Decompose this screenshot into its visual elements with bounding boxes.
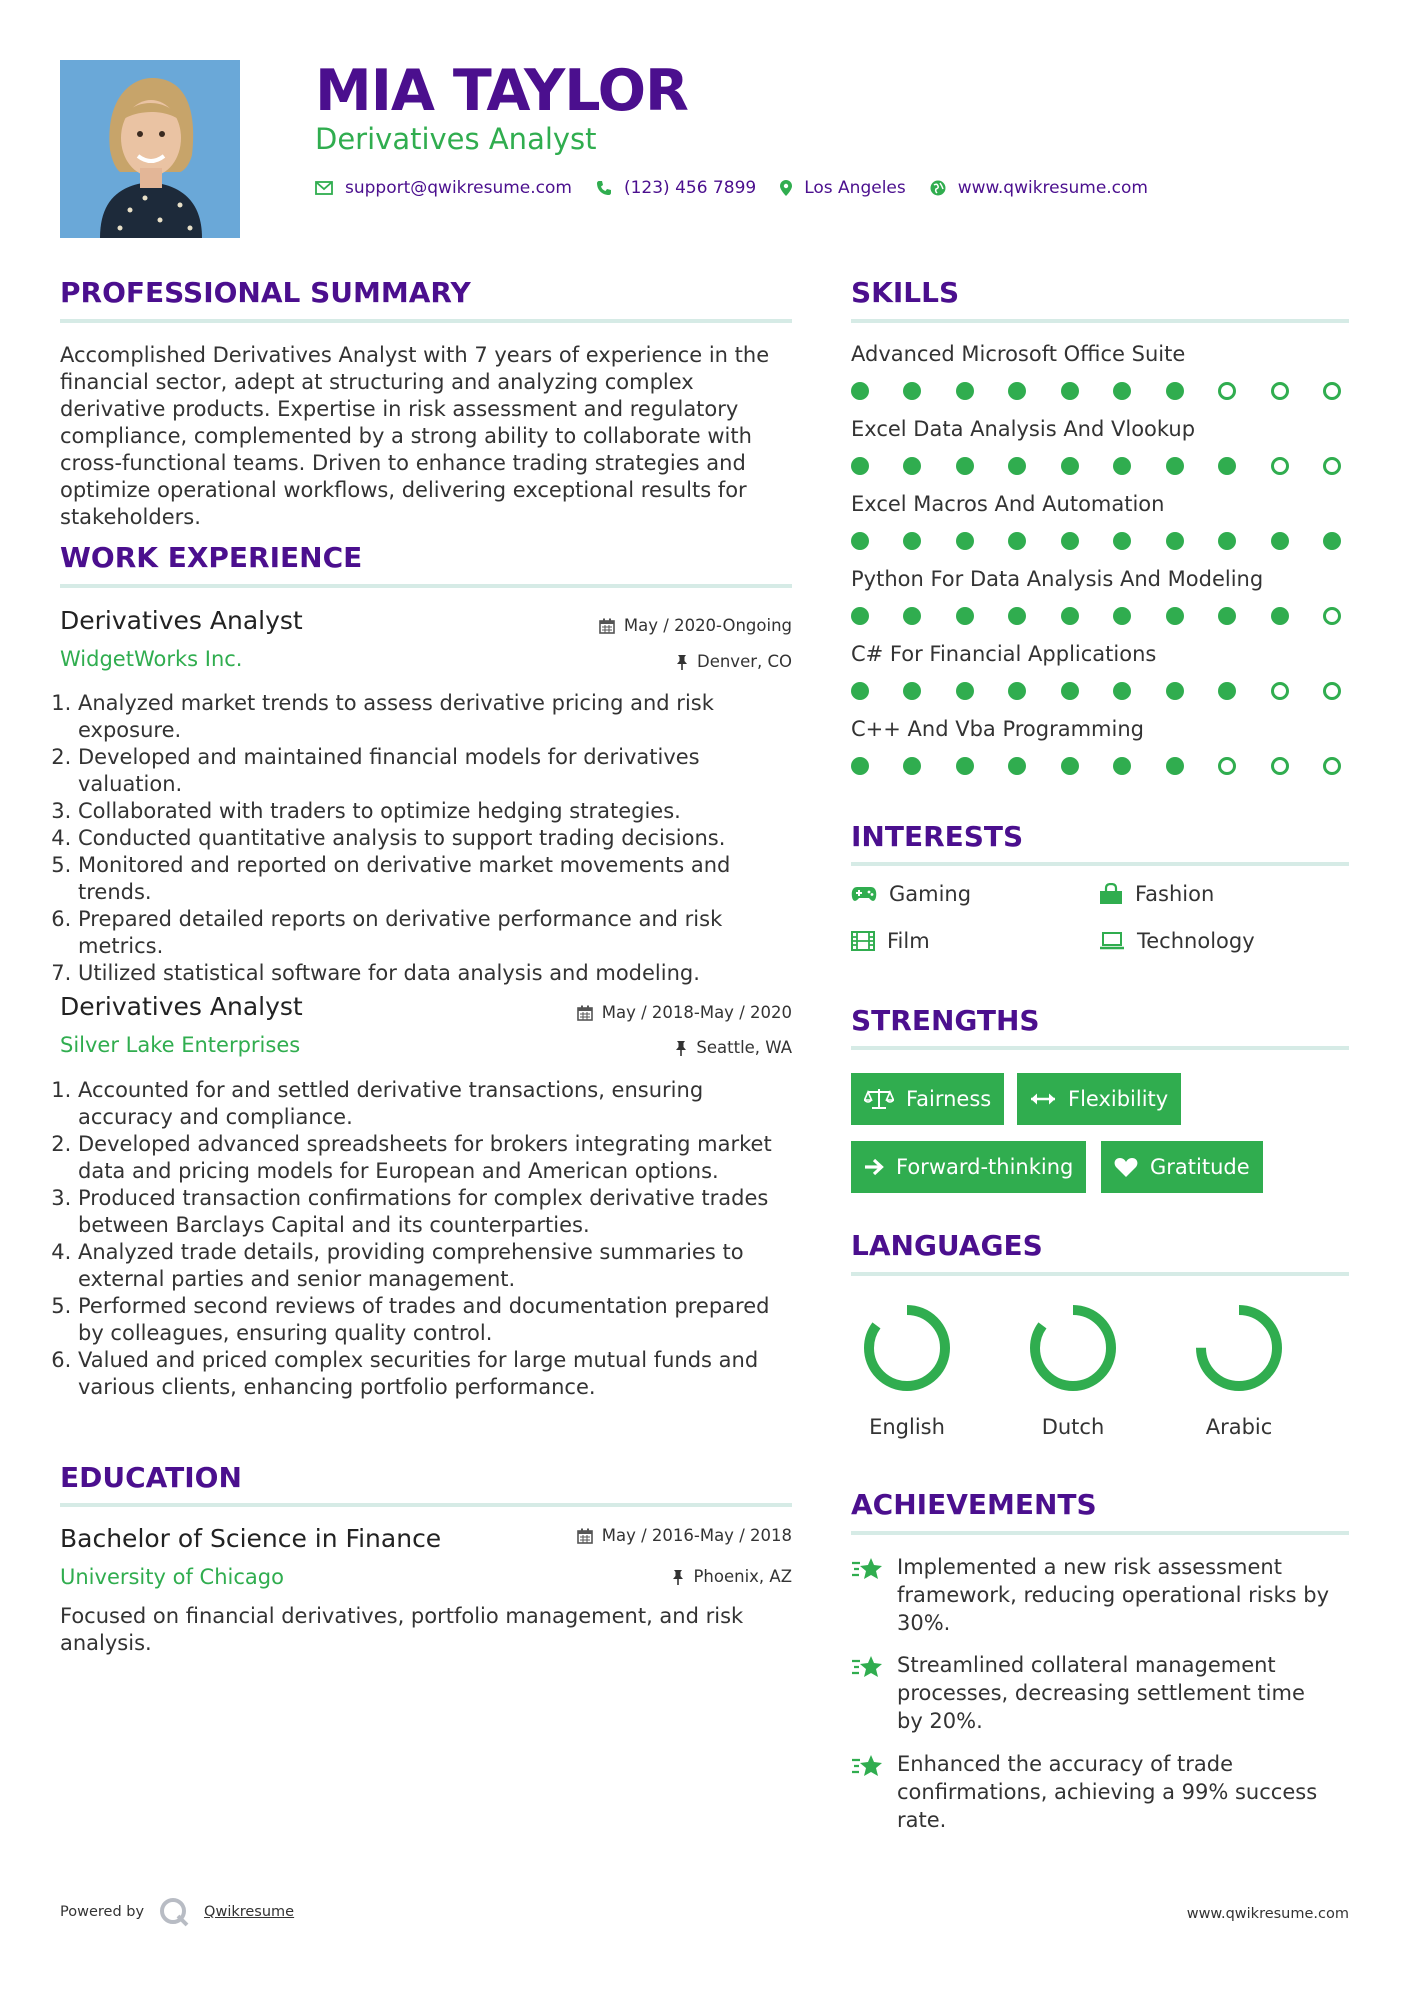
interests-divider: [851, 862, 1349, 866]
skill-dot-filled: [851, 607, 869, 625]
globe-icon: [930, 180, 946, 196]
skill-dot-filled: [1166, 382, 1184, 400]
experience-heading: WORK EXPERIENCE: [60, 541, 363, 574]
powered-by-text: Powered by: [60, 1904, 145, 1920]
contact-location: [780, 178, 906, 198]
skill-rating: [851, 382, 1341, 400]
interest-item-film: [851, 929, 930, 953]
job-location: [675, 1038, 792, 1057]
language-label: Dutch: [1041, 1415, 1105, 1439]
calendar-icon: [599, 618, 615, 634]
skill-dot-filled: [1113, 757, 1131, 775]
skill-dot-empty: [1323, 757, 1341, 775]
achievement-text: Implemented a new risk assessment framework, reducing operational risks by 30%.: [897, 1555, 1330, 1635]
skill-dot-filled: [1061, 532, 1079, 550]
job-dates-text: May / 2018-May / 2020: [601, 1003, 792, 1022]
language-ring: [1025, 1300, 1121, 1396]
language-label: English: [869, 1415, 945, 1439]
footer-website[interactable]: www.qwikresume.com: [1186, 1906, 1349, 1922]
school-name: University of Chicago: [60, 1565, 284, 1589]
skills-heading: SKILLS: [851, 276, 960, 309]
strength-label: Fairness: [906, 1087, 992, 1111]
balance-scale-icon: [864, 1088, 894, 1110]
contact-phone[interactable]: [596, 178, 756, 198]
skill-dot-empty: [1271, 382, 1289, 400]
list-item: 2. Developed and maintained financial models for derivatives valuation.: [78, 744, 795, 798]
achievement-text: Streamlined collateral management processes, decreasing settlement time by 20%.: [897, 1653, 1305, 1733]
skill-dot-filled: [1008, 457, 1026, 475]
calendar-icon: [577, 1528, 593, 1544]
job-company: WidgetWorks Inc.: [60, 647, 243, 671]
skill-dot-filled: [1061, 757, 1079, 775]
skill-dot-filled: [903, 682, 921, 700]
list-item: 4. Analyzed trade details, providing comprehensive summaries to external parties and senior management.: [78, 1239, 795, 1293]
skill-dot-filled: [1008, 607, 1026, 625]
list-item: 6. Valued and priced complex securities for large mutual funds and various clients, enhancing portfolio performance.: [78, 1347, 795, 1401]
list-item: 1. Analyzed market trends to assess derivative pricing and risk exposure.: [78, 690, 795, 744]
skill-dot-filled: [956, 457, 974, 475]
skill-name: Advanced Microsoft Office Suite: [851, 342, 1186, 366]
skill-dot-filled: [851, 757, 869, 775]
job-location-text: Denver, CO: [696, 652, 792, 671]
skill-dot-filled: [1218, 457, 1236, 475]
interest-item-fashion: [1099, 882, 1214, 906]
shooting-star-icon: [851, 1653, 885, 1681]
list-item: 4. Conducted quantitative analysis to support trading decisions.: [78, 825, 795, 852]
skill-dot-empty: [1323, 607, 1341, 625]
list-item: 3. Collaborated with traders to optimize hedging strategies.: [78, 798, 795, 825]
list-item: 7. Utilized statistical software for data analysis and modeling.: [78, 960, 795, 987]
language-ring: [859, 1300, 955, 1396]
interest-item-gaming: [851, 882, 971, 906]
skill-dot-filled: [956, 607, 974, 625]
avatar-image: [60, 60, 240, 238]
skill-dot-filled: [1218, 532, 1236, 550]
job-bullets: [60, 690, 795, 987]
strength-label: Forward-thinking: [896, 1155, 1074, 1179]
list-item: 2. Developed advanced spreadsheets for brokers integrating market data and pricing models for European and American options.: [78, 1131, 795, 1185]
education-description: Focused on financial derivatives, portfolio management, and risk analysis.: [60, 1604, 744, 1655]
contact-bar: [315, 178, 1172, 198]
list-item: 5. Performed second reviews of trades and documentation prepared by colleagues, ensuring quality control.: [78, 1293, 795, 1347]
skill-rating: [851, 457, 1341, 475]
job-dates: [577, 1003, 792, 1022]
summary-divider: [60, 319, 792, 323]
job-title: Derivatives Analyst: [60, 992, 303, 1021]
list-item: 6. Prepared detailed reports on derivative performance and risk metrics.: [78, 906, 795, 960]
pushpin-icon: [675, 1040, 687, 1056]
email-text: support@qwikresume.com: [345, 178, 572, 198]
arrows-horizontal-icon: [1030, 1092, 1056, 1106]
strength-badge-flexibility: [1017, 1073, 1181, 1125]
laptop-icon: [1099, 932, 1125, 950]
qwikresume-logo-icon: [158, 1896, 192, 1928]
skill-name: C# For Financial Applications: [851, 642, 1157, 666]
pushpin-icon: [672, 1569, 684, 1585]
summary-text: Accomplished Derivatives Analyst with 7 years of experience in the financial sector, adept at structuring and analyzing complex derivative products. Expertise in risk assessment and regulatory compliance, complemented by a strong ability to collaborate with cross-functional teams. Driven to enhance trading strategies and optimize operational workflows, delivering exceptional results for stakeholders.: [60, 343, 770, 529]
skill-dot-filled: [1166, 457, 1184, 475]
skill-dot-filled: [1166, 757, 1184, 775]
envelope-icon: [315, 181, 333, 195]
achievement-item: [851, 1553, 1331, 1637]
interests-heading: INTERESTS: [851, 820, 1024, 853]
candidate-name: MIA TAYLOR: [315, 58, 688, 124]
interest-item-technology: [1099, 929, 1255, 953]
skill-rating: [851, 757, 1341, 775]
achievement-text: Enhanced the accuracy of trade confirmations, achieving a 99% success rate.: [897, 1752, 1318, 1832]
skill-name: Excel Data Analysis And Vlookup: [851, 417, 1196, 441]
language-ring: [1191, 1300, 1287, 1396]
skill-dot-empty: [1323, 457, 1341, 475]
skill-dot-filled: [956, 382, 974, 400]
skill-dot-filled: [1061, 457, 1079, 475]
language-ring-arc: [1201, 1310, 1277, 1386]
skill-dot-filled: [903, 382, 921, 400]
footer-powered-by: [60, 1896, 294, 1928]
skill-dot-filled: [1008, 532, 1026, 550]
skill-dot-filled: [1323, 532, 1341, 550]
skill-dot-empty: [1218, 757, 1236, 775]
skill-dot-filled: [1271, 532, 1289, 550]
job-location: [676, 652, 792, 671]
skill-dot-filled: [1113, 682, 1131, 700]
brand-link[interactable]: Qwikresume: [204, 1904, 295, 1920]
skill-rating: [851, 682, 1341, 700]
skill-dot-filled: [903, 607, 921, 625]
skill-dot-empty: [1323, 682, 1341, 700]
skill-dot-filled: [1166, 532, 1184, 550]
location-text: Los Angeles: [804, 178, 906, 198]
phone-icon: [596, 180, 612, 196]
skill-dot-filled: [1218, 682, 1236, 700]
gamepad-icon: [851, 885, 877, 903]
skill-dot-filled: [903, 457, 921, 475]
languages-heading: LANGUAGES: [851, 1229, 1043, 1262]
skill-dot-filled: [903, 532, 921, 550]
skill-dot-empty: [1271, 757, 1289, 775]
skill-dot-empty: [1271, 457, 1289, 475]
skill-dot-filled: [956, 532, 974, 550]
achievements-divider: [851, 1531, 1349, 1535]
strength-badge-fairness: [851, 1073, 1004, 1125]
education-dates: [577, 1526, 792, 1545]
list-item: 3. Produced transaction confirmations for complex derivative trades between Barclays Capital and its counterparties.: [78, 1185, 795, 1239]
skill-dot-filled: [956, 757, 974, 775]
skill-dot-filled: [1061, 382, 1079, 400]
skill-dot-filled: [1113, 607, 1131, 625]
skill-dot-filled: [1113, 382, 1131, 400]
skill-dot-filled: [1218, 607, 1236, 625]
skill-dot-filled: [1008, 757, 1026, 775]
education-location: [672, 1567, 792, 1586]
language-label: Arabic: [1205, 1415, 1273, 1439]
skill-dot-filled: [1166, 607, 1184, 625]
strength-badge-gratitude: [1101, 1141, 1263, 1193]
skill-dot-filled: [1008, 382, 1026, 400]
skill-dot-empty: [1323, 382, 1341, 400]
skill-name: Excel Macros And Automation: [851, 492, 1165, 516]
list-item: 5. Monitored and reported on derivative market movements and trends.: [78, 852, 795, 906]
degree-title: Bachelor of Science in Finance: [60, 1524, 442, 1553]
candidate-title: Derivatives Analyst: [315, 122, 597, 156]
skill-dot-empty: [1218, 382, 1236, 400]
strength-badge-forward-thinking: [851, 1141, 1086, 1193]
interest-label: Gaming: [889, 882, 972, 906]
job-bullets: [60, 1077, 795, 1401]
shopping-bag-icon: [1099, 883, 1123, 905]
list-item: 1. Accounted for and settled derivative transactions, ensuring accuracy and compliance.: [78, 1077, 795, 1131]
job-company: Silver Lake Enterprises: [60, 1033, 301, 1057]
achievement-item: [851, 1651, 1331, 1735]
achievement-item: [851, 1750, 1331, 1834]
website-text: www.qwikresume.com: [957, 178, 1148, 198]
experience-divider: [60, 584, 792, 588]
skill-dot-filled: [851, 532, 869, 550]
strength-label: Flexibility: [1068, 1087, 1169, 1111]
map-marker-icon: [780, 180, 792, 196]
skill-dot-filled: [851, 457, 869, 475]
languages-divider: [851, 1272, 1349, 1276]
profile-photo: [60, 60, 240, 238]
education-location-text: Phoenix, AZ: [693, 1567, 792, 1586]
education-heading: EDUCATION: [60, 1461, 242, 1494]
strengths-divider: [851, 1046, 1349, 1050]
skill-dot-filled: [1061, 607, 1079, 625]
heart-icon: [1114, 1157, 1138, 1178]
contact-email[interactable]: [315, 178, 572, 198]
interest-label: Technology: [1137, 929, 1255, 953]
skill-dot-filled: [903, 757, 921, 775]
interest-label: Film: [887, 929, 930, 953]
phone-text: (123) 456 7899: [623, 178, 757, 198]
language-ring-arc: [1035, 1310, 1111, 1386]
job-dates: [599, 616, 792, 635]
shooting-star-icon: [851, 1555, 885, 1583]
summary-heading: PROFESSIONAL SUMMARY: [60, 276, 471, 309]
job-location-text: Seattle, WA: [696, 1038, 792, 1057]
job-dates-text: May / 2020-Ongoing: [623, 616, 792, 635]
skill-name: C++ And Vba Programming: [851, 717, 1144, 741]
skill-dot-filled: [1008, 682, 1026, 700]
education-dates-text: May / 2016-May / 2018: [601, 1526, 792, 1545]
skill-dot-filled: [956, 682, 974, 700]
skill-rating: [851, 607, 1341, 625]
skill-name: Python For Data Analysis And Modeling: [851, 567, 1264, 591]
strengths-heading: STRENGTHS: [851, 1004, 1040, 1037]
contact-website[interactable]: [930, 178, 1148, 198]
strength-label: Gratitude: [1150, 1155, 1250, 1179]
shooting-star-icon: [851, 1752, 885, 1780]
skill-dot-empty: [1271, 682, 1289, 700]
skill-dot-filled: [1166, 682, 1184, 700]
achievements-heading: ACHIEVEMENTS: [851, 1488, 1097, 1521]
skill-dot-filled: [851, 682, 869, 700]
calendar-icon: [577, 1005, 593, 1021]
interest-label: Fashion: [1135, 882, 1215, 906]
skill-dot-filled: [1113, 457, 1131, 475]
skill-rating: [851, 532, 1341, 550]
pushpin-icon: [676, 654, 688, 670]
job-title: Derivatives Analyst: [60, 606, 303, 635]
skill-dot-filled: [1271, 607, 1289, 625]
arrow-right-icon: [864, 1158, 884, 1176]
education-divider: [60, 1503, 792, 1507]
film-icon: [851, 931, 875, 951]
skill-dot-filled: [851, 382, 869, 400]
skill-dot-filled: [1061, 682, 1079, 700]
language-ring-arc: [869, 1310, 945, 1386]
skills-divider: [851, 319, 1349, 323]
skill-dot-filled: [1113, 532, 1131, 550]
